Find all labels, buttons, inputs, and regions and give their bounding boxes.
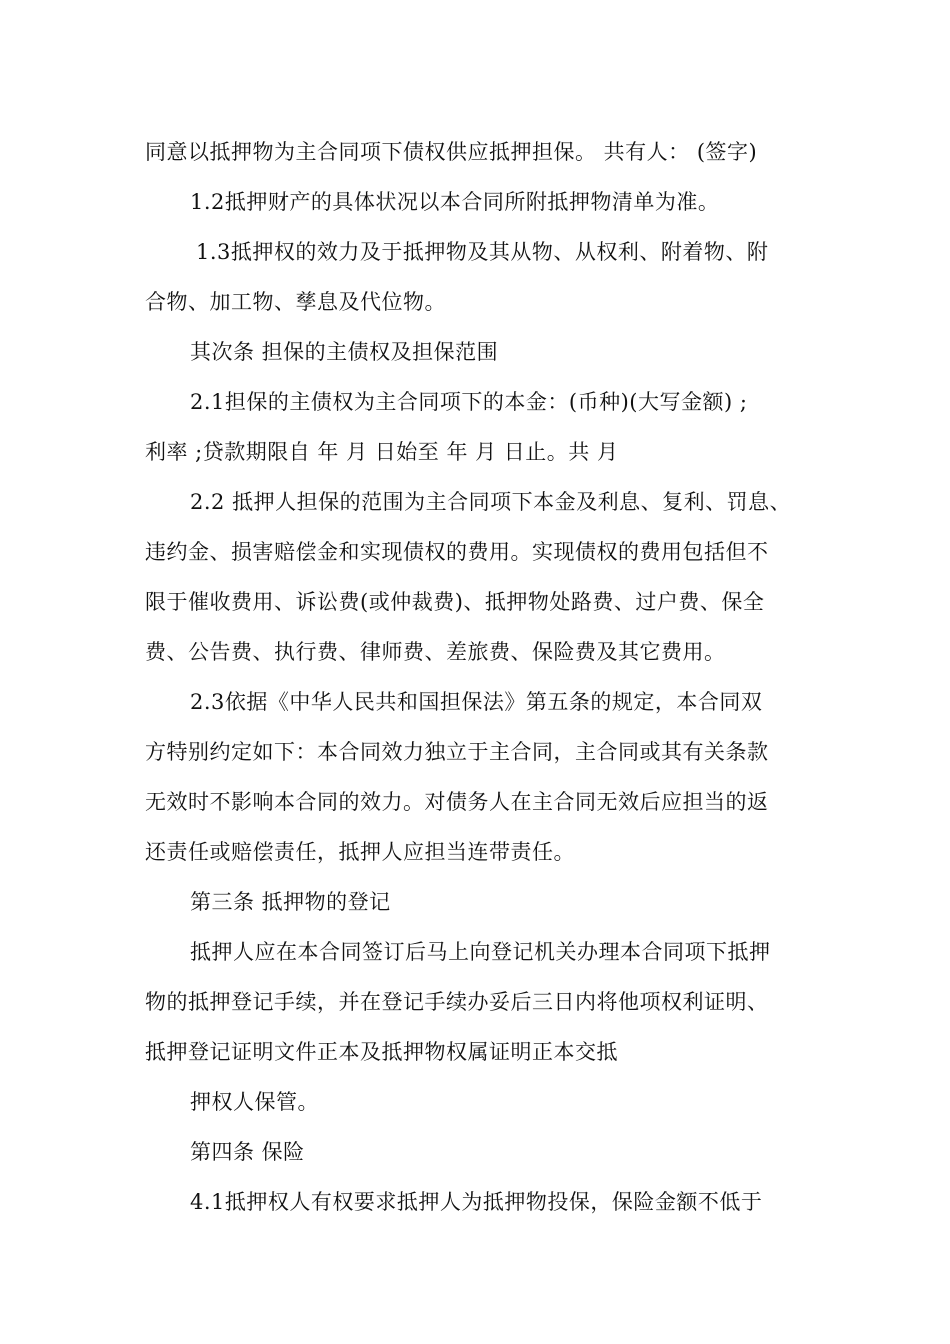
- text-line: 押权人保管。: [190, 1090, 319, 1114]
- text-line: 利率 ;贷款期限自 年 月 日始至 年 月 日止。共 月: [145, 440, 619, 464]
- text-line: 无效时不影响本合同的效力。对债务人在主合同无效后应担当的返: [145, 790, 769, 814]
- text-line: 还责任或赔偿责任，抵押人应担当连带责任。: [145, 840, 575, 864]
- text-line: 限于催收费用、诉讼费(或仲裁费)、抵押物处路费、过户费、保全: [145, 590, 765, 614]
- text-line: 2.3依据《中华人民共和国担保法》第五条的规定，本合同双: [190, 690, 763, 714]
- text-line: 方特别约定如下：本合同效力独立于主合同，主合同或其有关条款: [145, 740, 769, 764]
- text-line: 合物、加工物、孳息及代位物。: [145, 290, 446, 314]
- text-line: 2.1担保的主债权为主合同项下的本金：(币种)(大写金额) ;: [190, 390, 748, 414]
- section-heading: 第四条 保险: [190, 1140, 305, 1164]
- text-line: 抵押人应在本合同签订后马上向登记机关办理本合同项下抵押: [190, 940, 771, 964]
- text-line: 费、公告费、执行费、律师费、差旅费、保险费及其它费用。: [145, 640, 726, 664]
- text-line: 违约金、损害赔偿金和实现债权的费用。实现债权的费用包括但不: [145, 540, 769, 564]
- text-line: 1.3抵押权的效力及于抵押物及其从物、从权利、附着物、附: [196, 240, 769, 264]
- section-heading: 第三条 抵押物的登记: [190, 890, 391, 914]
- text-line: 4.1抵押权人有权要求抵押人为抵押物投保，保险金额不低于: [190, 1190, 763, 1214]
- text-line: 物的抵押登记手续，并在登记手续办妥后三日内将他项权利证明、: [145, 990, 769, 1014]
- text-line: 同意以抵押物为主合同项下债权供应抵押担保。 共有人： (签字): [145, 140, 758, 164]
- text-line: 抵押登记证明文件正本及抵押物权属证明正本交抵: [145, 1040, 618, 1064]
- text-line: 1.2抵押财产的具体状况以本合同所附抵押物清单为准。: [190, 190, 720, 214]
- section-heading: 其次条 担保的主债权及担保范围: [190, 340, 499, 364]
- text-line: 2.2 抵押人担保的范围为主合同项下本金及利息、复利、罚息、: [190, 490, 792, 514]
